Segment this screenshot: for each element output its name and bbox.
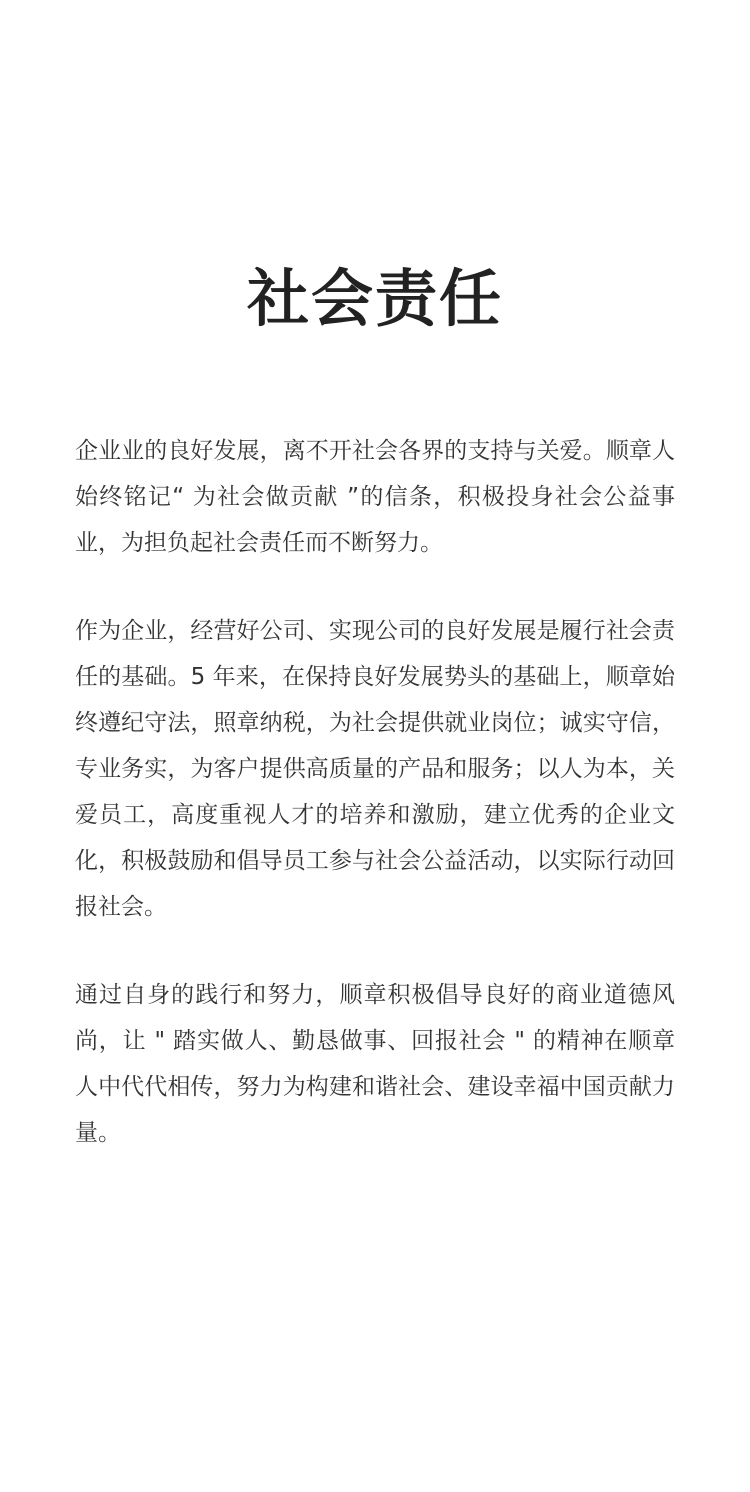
paragraph-intro: 企业业的良好发展，离不开社会各界的支持与关爱。顺章人始终铭记“ 为社会做贡献 ”的信条，积极投身社会公益事业，为担负起社会责任而不断努力。 xyxy=(75,438,675,556)
paragraph-responsibility-basis: 作为企业，经营好公司、实现公司的良好发展是履行社会责任的基础。5 年来，在保持良好发展势头的基础上，顺章始终遵纪守法，照章纳税，为社会提供就业岗位；诚实守信，专业务实，为客户提供高质量的产品和服务；以人为本，关爱员工，高度重视人才的培养和激励，建立优秀的企业文化，积极鼓励和倡导员工参与社会公益活动，以实际行动回报社会。 xyxy=(75,618,675,920)
page-title: 社会责任 xyxy=(246,262,503,335)
article-body xyxy=(75,428,675,1156)
paragraph-business-ethics: 通过自身的践行和努力，顺章积极倡导良好的商业道德风尚，让 " 踏实做人、勤恳做事、回报社会 " 的精神在顺章人中代代相传，努力为构建和谐社会、建设幸福中国贡献力量。 xyxy=(75,982,675,1146)
